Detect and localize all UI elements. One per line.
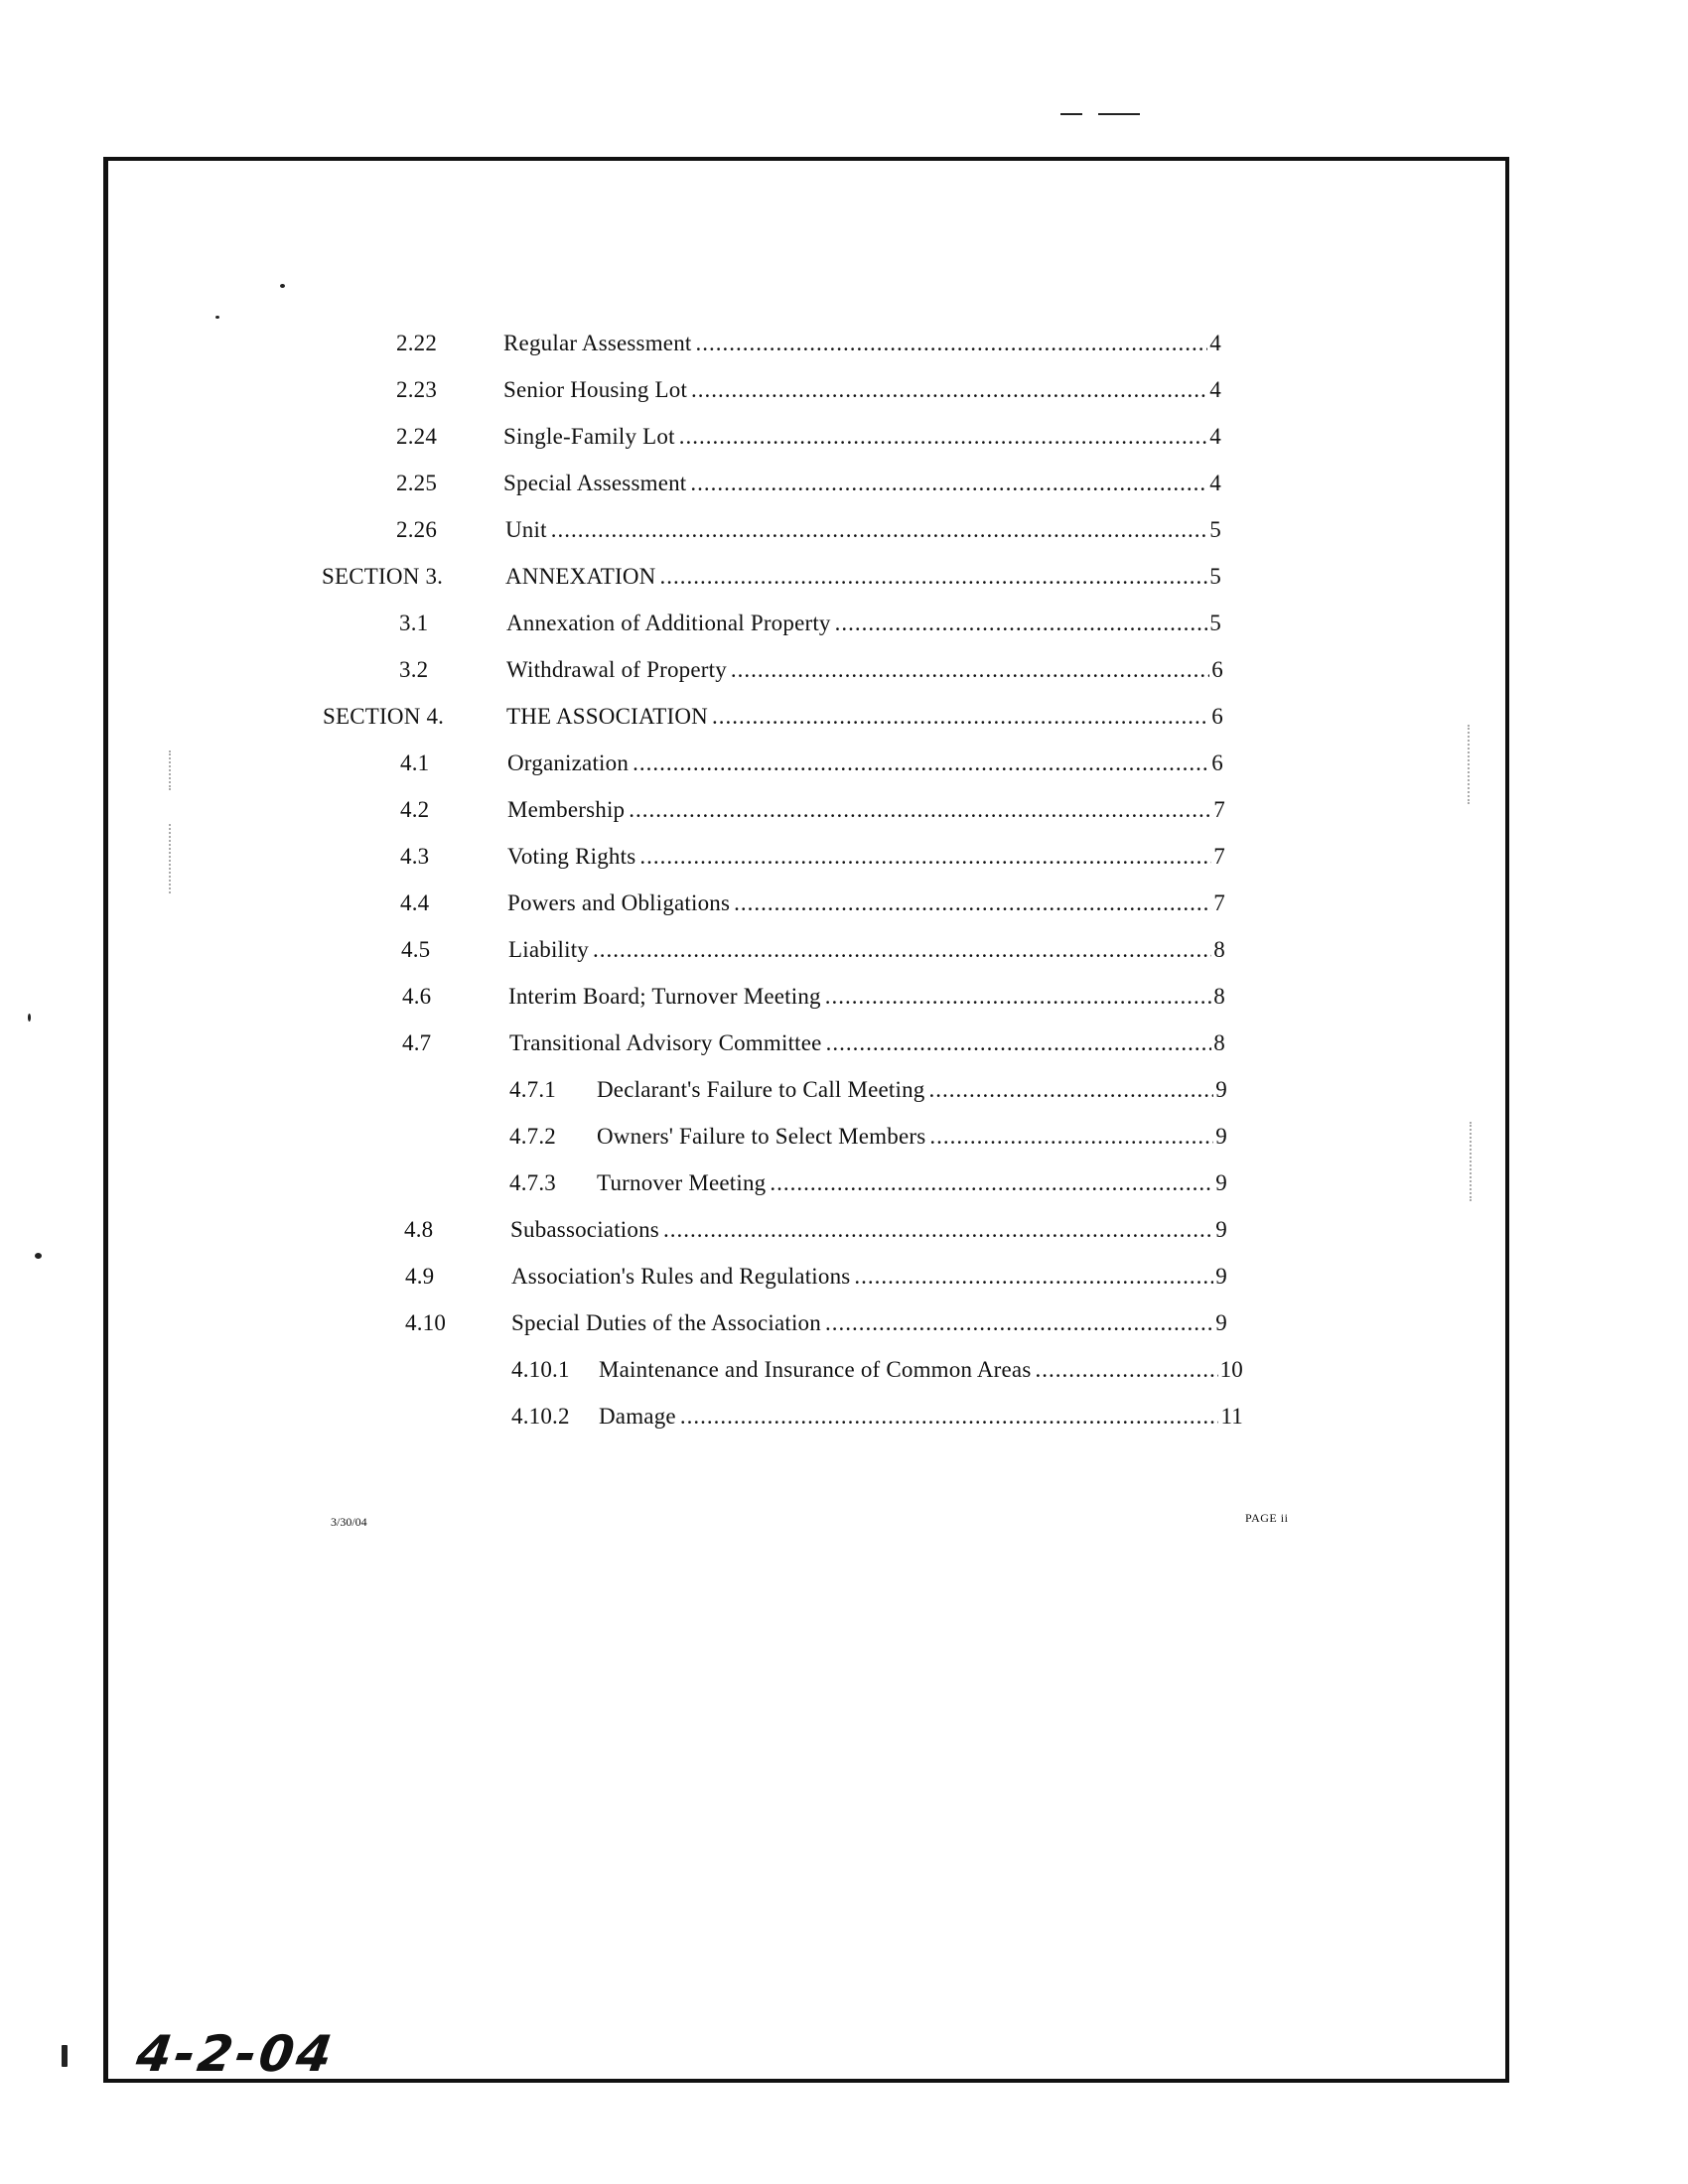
dot-leader (629, 793, 1211, 827)
toc-entry-number: 4.9 (405, 1264, 435, 1289)
toc-entry-title: Voting Rights (507, 844, 636, 869)
toc-entry-title: Association's Rules and Regulations (511, 1264, 851, 1289)
toc-row (0, 420, 1688, 454)
dot-leader (734, 887, 1211, 920)
toc-entry (508, 980, 1225, 1014)
toc-entry (510, 1213, 1227, 1247)
toc-entry (597, 1166, 1227, 1200)
toc-entry-number: 4.5 (401, 937, 431, 962)
toc-entry-number: 4.2 (400, 797, 430, 822)
toc-entry-number: 4.10.2 (511, 1404, 570, 1429)
toc-entry-title: Owners' Failure to Select Members (597, 1124, 926, 1149)
toc-entry-page: 10 (1219, 1357, 1243, 1382)
toc-entry (507, 747, 1223, 780)
toc-entry-page: 5 (1209, 564, 1221, 589)
toc-row (0, 1120, 1688, 1154)
toc-entry-number: 4.10 (405, 1310, 447, 1335)
toc-entry-title: Damage (599, 1404, 676, 1429)
toc-row (0, 560, 1688, 594)
dot-leader (929, 1120, 1213, 1154)
toc-entry-number: 2.23 (396, 377, 438, 402)
toc-entry-page: 9 (1215, 1170, 1227, 1195)
toc-entry (597, 1073, 1227, 1107)
toc-entry-title: Special Assessment (503, 471, 687, 495)
toc-row (0, 793, 1688, 827)
toc-entry (506, 700, 1223, 734)
toc-entry (599, 1400, 1243, 1433)
dot-leader (825, 980, 1212, 1014)
toc-entry (507, 793, 1225, 827)
toc-entry-number: 4.7.3 (509, 1170, 556, 1195)
toc-entry-number: SECTION 3. (322, 564, 444, 589)
toc-entry-number: 2.26 (396, 517, 438, 542)
toc-entry (507, 840, 1225, 874)
toc-entry-title: Annexation of Additional Property (506, 611, 831, 635)
toc-entry-page: 9 (1215, 1310, 1227, 1335)
toc-entry (503, 420, 1221, 454)
toc-entry-page: 7 (1213, 797, 1225, 822)
toc-entry-number: 4.7.1 (509, 1077, 556, 1102)
toc-entry-title: Membership (507, 797, 626, 822)
toc-entry-title: Transitional Advisory Committee (509, 1030, 822, 1055)
dot-leader (551, 513, 1208, 547)
toc-entry-page: 7 (1213, 844, 1225, 869)
toc-entry (597, 1120, 1227, 1154)
toc-entry-number: 3.2 (399, 657, 429, 682)
toc-entry-page: 5 (1209, 611, 1221, 635)
dot-leader (691, 373, 1207, 407)
toc-entry (505, 513, 1221, 547)
dot-leader (731, 653, 1209, 687)
dot-leader (770, 1166, 1213, 1200)
toc-entry (507, 887, 1225, 920)
toc-row (0, 887, 1688, 920)
toc-entry-title: Declarant's Failure to Call Meeting (597, 1077, 925, 1102)
toc-entry-page: 9 (1215, 1124, 1227, 1149)
toc-entry-title: Organization (507, 751, 630, 775)
toc-entry-title: Powers and Obligations (507, 890, 731, 915)
dot-leader (854, 1260, 1213, 1294)
toc-entry-title: THE ASSOCIATION (506, 704, 708, 729)
dot-leader (1035, 1353, 1217, 1387)
dot-leader (633, 747, 1209, 780)
toc-entry-title: Subassociations (510, 1217, 659, 1242)
toc-entry-title: Unit (505, 517, 547, 542)
toc-entry-page: 11 (1220, 1404, 1243, 1429)
toc-entry (599, 1353, 1243, 1387)
toc-entry (511, 1260, 1227, 1294)
toc-row (0, 1400, 1688, 1433)
toc-entry-title: Single-Family Lot (503, 424, 675, 449)
toc-entry (511, 1306, 1227, 1340)
toc-entry-page: 6 (1211, 657, 1223, 682)
dot-leader (639, 840, 1211, 874)
toc-entry-number: 3.1 (399, 611, 429, 635)
toc-entry-page: 6 (1211, 751, 1223, 775)
toc-entry-page: 7 (1213, 890, 1225, 915)
toc-entry (506, 607, 1221, 640)
toc-row (0, 653, 1688, 687)
toc-entry-number: 4.8 (404, 1217, 434, 1242)
toc-entry-title: Regular Assessment (503, 331, 692, 355)
toc-entry-page: 4 (1209, 331, 1221, 355)
toc-entry-page: 8 (1213, 1030, 1225, 1055)
toc-entry-number: 4.7.2 (509, 1124, 556, 1149)
toc-row (0, 1073, 1688, 1107)
toc-entry-title: Interim Board; Turnover Meeting (508, 984, 821, 1009)
toc-entry-title: Maintenance and Insurance of Common Areas (599, 1357, 1032, 1382)
toc-row (0, 1213, 1688, 1247)
toc-row (0, 373, 1688, 407)
toc-entry (503, 467, 1221, 500)
toc-entry-title: Withdrawal of Property (506, 657, 727, 682)
toc-row (0, 933, 1688, 967)
toc-entry-number: SECTION 4. (323, 704, 445, 729)
toc-entry (503, 327, 1221, 360)
toc-row (0, 467, 1688, 500)
dot-leader (929, 1073, 1214, 1107)
toc-entry-page: 5 (1209, 517, 1221, 542)
toc-entry-page: 9 (1215, 1077, 1227, 1102)
toc-entry-number: 2.24 (396, 424, 438, 449)
toc-entry-page: 4 (1209, 471, 1221, 495)
dot-leader (690, 467, 1207, 500)
dot-leader (679, 420, 1208, 454)
toc-entry-title: Special Duties of the Association (511, 1310, 821, 1335)
toc-entry-page: 9 (1215, 1264, 1227, 1289)
toc-row (0, 1260, 1688, 1294)
toc-row (0, 607, 1688, 640)
dot-leader (826, 1026, 1212, 1060)
dot-leader (825, 1306, 1213, 1340)
toc-row (0, 980, 1688, 1014)
handwritten-date: 4-2-04 (132, 2025, 339, 2083)
toc-entry-page: 4 (1209, 377, 1221, 402)
toc-row (0, 1026, 1688, 1060)
dot-leader (593, 933, 1211, 967)
toc-entry (505, 560, 1221, 594)
toc-entry-number: 2.25 (396, 471, 438, 495)
toc-entry (508, 933, 1225, 967)
toc-entry-number: 4.6 (402, 984, 432, 1009)
footer-page-label: PAGE ii (1245, 1511, 1289, 1525)
toc-row (0, 1306, 1688, 1340)
toc-entry-page: 4 (1209, 424, 1221, 449)
toc-entry (509, 1026, 1225, 1060)
toc-row (0, 700, 1688, 734)
footer-date: 3/30/04 (331, 1515, 367, 1529)
dot-leader (659, 560, 1207, 594)
toc-entry-number: 4.1 (400, 751, 430, 775)
toc-entry-title: Liability (508, 937, 590, 962)
toc-row (0, 840, 1688, 874)
toc-row (0, 1166, 1688, 1200)
toc-entry-number: 4.4 (400, 890, 430, 915)
toc-entry-page: 6 (1211, 704, 1223, 729)
toc-row (0, 513, 1688, 547)
toc-entry (506, 653, 1223, 687)
toc-entry (503, 373, 1221, 407)
toc-entry-title: ANNEXATION (505, 564, 656, 589)
toc-entry-title: Senior Housing Lot (503, 377, 688, 402)
dot-leader (835, 607, 1208, 640)
toc-entry-number: 2.22 (396, 331, 438, 355)
toc-row (0, 327, 1688, 360)
toc-entry-page: 8 (1213, 984, 1225, 1009)
dot-leader (712, 700, 1209, 734)
toc-entry-page: 9 (1215, 1217, 1227, 1242)
toc-row (0, 747, 1688, 780)
dot-leader (663, 1213, 1213, 1247)
toc-row (0, 1353, 1688, 1387)
toc-entry-number: 4.10.1 (511, 1357, 570, 1382)
toc-entry-page: 8 (1213, 937, 1225, 962)
dot-leader (696, 327, 1208, 360)
toc-entry-number: 4.7 (402, 1030, 432, 1055)
toc-entry-number: 4.3 (400, 844, 430, 869)
dot-leader (680, 1400, 1219, 1433)
toc-entry-title: Turnover Meeting (597, 1170, 767, 1195)
